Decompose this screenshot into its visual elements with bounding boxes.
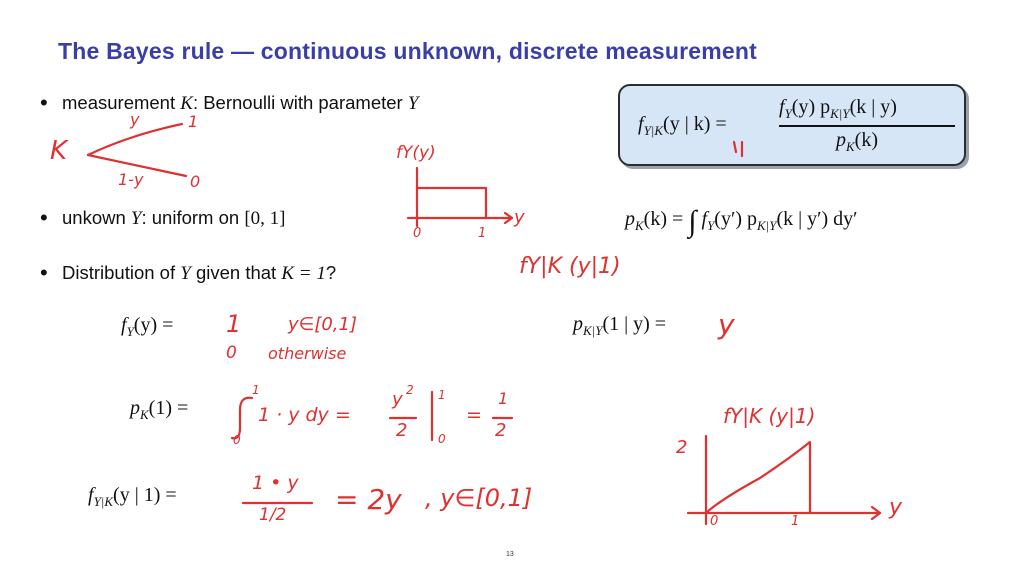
- integral-sign: [232, 398, 252, 439]
- pk-formula: $p_K(1)$ =: [130, 397, 189, 422]
- posterior-graph-1: 1: [791, 514, 800, 529]
- fy-formula: $f_Y(y)$ =: [121, 314, 174, 339]
- math-symbol: Y: [130, 208, 142, 229]
- bayes-denominator: $p_K(k)$: [836, 129, 878, 154]
- bullet-dot: •: [40, 90, 48, 115]
- uniform-axis-0: 0: [413, 226, 422, 241]
- bullet-text: Distribution of: [62, 262, 181, 283]
- question-density: fY|K (y|1): [519, 254, 621, 279]
- posterior-graph-2: 2: [676, 437, 688, 458]
- math-condition: K = 1: [281, 263, 326, 284]
- tree-k-label: K: [50, 136, 68, 166]
- bullet-text: measurement: [62, 92, 181, 113]
- bullet-dot: •: [40, 205, 48, 230]
- bullet-text: unkown: [62, 207, 131, 228]
- bayes-lhs: $f_{Y|K}(y$ | k) =: [638, 113, 727, 138]
- antiderivative-y: y: [392, 389, 403, 410]
- posterior-graph-y: y: [889, 495, 903, 520]
- tree-branch-upper: [88, 124, 182, 155]
- tree-outcome-1: 1: [188, 112, 199, 131]
- pk-equals: =: [466, 404, 482, 426]
- fy-value: 1: [226, 310, 242, 338]
- uniform-axis-y: y: [514, 207, 525, 228]
- page-number: 13: [506, 551, 514, 558]
- bullet-text: given that: [190, 262, 282, 283]
- antiderivative-power: 2: [406, 383, 414, 397]
- posterior-num: 1 • y: [252, 472, 299, 494]
- bullet-text: : Bernoulli with parameter: [192, 92, 408, 113]
- posterior-density-curve: [706, 442, 810, 513]
- pk-result-den: 2: [495, 420, 507, 441]
- fy-else-zero: 0: [226, 343, 237, 363]
- tree-branch-lower: [88, 155, 186, 176]
- fy-range: y∈[0,1]: [288, 314, 358, 335]
- tree-outcome-0: 0: [190, 172, 201, 191]
- posterior-formula: $f_{Y|K}(y$ | 1) =: [88, 484, 177, 509]
- tree-prob-1my: 1-y: [118, 170, 144, 189]
- total-probability-formula: $p_K(k)$ = ∫ $f_Y(y')$ $p_{K|Y}(k$ | y′) dy′: [625, 205, 858, 238]
- integral-lower: 0: [233, 433, 241, 447]
- fy-otherwise: otherwise: [268, 344, 347, 363]
- bullet-text: : uniform on: [141, 207, 245, 228]
- bullet-text: ?: [325, 262, 337, 283]
- math-interval: [0, 1]: [244, 208, 286, 229]
- bullet-dot: •: [40, 260, 48, 285]
- pk-result-num: 1: [498, 389, 509, 408]
- math-symbol: K: [180, 93, 193, 114]
- eval-lower: 0: [438, 432, 446, 446]
- posterior-graph-0: 0: [710, 514, 719, 529]
- uniform-density-label: fY(y): [396, 143, 436, 163]
- antiderivative-den: 2: [396, 420, 408, 441]
- math-symbol: Y: [407, 93, 419, 114]
- bayes-numerator: $f_Y(y)$ $p_{K|Y}(k$ | y): [779, 96, 897, 121]
- uniform-axis-1: 1: [478, 226, 487, 241]
- posterior-range: , y∈[0,1]: [425, 484, 533, 512]
- math-symbol: Y: [180, 263, 191, 284]
- posterior-den: 1/2: [259, 505, 287, 525]
- posterior-result: = 2y: [335, 483, 402, 516]
- slide-title: The Bayes rule — continuous unknown, discrete measurement: [58, 38, 758, 64]
- integrand: 1 · y dy =: [258, 404, 351, 426]
- uniform-density-curve: [417, 188, 486, 218]
- k-annotation-tick: [734, 142, 736, 152]
- integral-upper: 1: [252, 383, 260, 397]
- pky-formula: $p_{K|Y}(1$ | y) =: [573, 313, 667, 338]
- tree-prob-y: y: [130, 110, 140, 129]
- eval-upper: 1: [438, 388, 446, 402]
- posterior-graph-title: fY|K (y|1): [723, 404, 816, 428]
- pky-value: y: [718, 308, 735, 341]
